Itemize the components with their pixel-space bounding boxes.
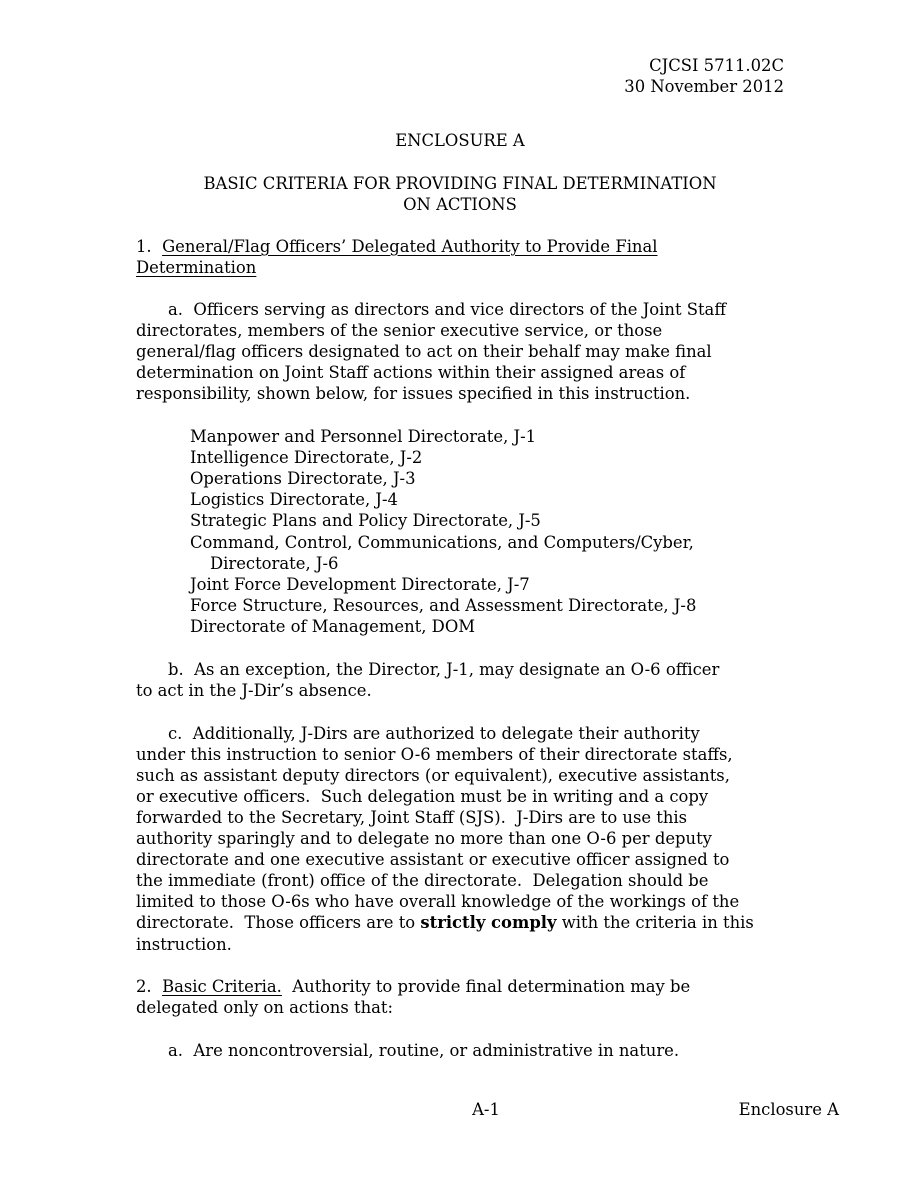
directorate-item: Directorate of Management, DOM <box>190 617 476 636</box>
para-1b-line: b. As an exception, the Director, J-1, may designate an O-6 officer <box>168 660 720 679</box>
para-1c-text-post: with the criteria in this <box>556 913 754 932</box>
para-2a-line: a. Are noncontroversial, routine, or administrative in nature. <box>168 1041 680 1060</box>
directorate-item: Manpower and Personnel Directorate, J-1 <box>190 427 537 446</box>
footer-enclosure-label: Enclosure A <box>738 1100 839 1119</box>
para-1c-line: limited to those O-6s who have overall knowledge of the workings of the <box>136 892 740 911</box>
doc-date: 30 November 2012 <box>624 77 784 96</box>
para-1a-line: responsibility, shown below, for issues specified in this instruction. <box>136 384 691 403</box>
section-1-number: 1. <box>136 237 163 256</box>
para-1c-line: directorate and one executive assistant or executive officer assigned to <box>136 850 730 869</box>
para-1c-line: forwarded to the Secretary, Joint Staff (SJS). J-Dirs are to use this <box>136 808 688 827</box>
para-1b-line: to act in the J-Dir’s absence. <box>136 681 372 700</box>
para-1c-text-pre: directorate. Those officers are to <box>136 913 421 932</box>
section-2-number: 2. <box>136 977 163 996</box>
directorate-item: Logistics Directorate, J-4 <box>190 490 398 509</box>
section-2-heading <box>136 976 690 997</box>
directorate-item: Joint Force Development Directorate, J-7 <box>190 575 530 594</box>
para-1c-line-emphasis <box>136 912 754 933</box>
subtitle-line-1: BASIC CRITERIA FOR PROVIDING FINAL DETERMINATION <box>203 174 717 193</box>
directorate-item: Force Structure, Resources, and Assessment Directorate, J-8 <box>190 596 697 615</box>
para-1a-line: general/flag officers designated to act on their behalf may make final <box>136 342 712 361</box>
para-1c-line: c. Additionally, J-Dirs are authorized to delegate their authority <box>168 724 700 743</box>
section-1-heading <box>136 236 658 257</box>
directorate-item-continuation: Directorate, J-6 <box>210 554 339 573</box>
section-1-heading-text-2: Determination <box>136 258 257 277</box>
para-1a-line: directorates, members of the senior executive service, or those <box>136 321 663 340</box>
section-2-heading-text: Basic Criteria. <box>162 977 282 996</box>
para-1c-line: instruction. <box>136 935 232 954</box>
section-1-heading-text-1: General/Flag Officers’ Delegated Authority to Provide Final <box>162 237 658 256</box>
directorate-item: Operations Directorate, J-3 <box>190 469 416 488</box>
section-2-line: delegated only on actions that: <box>136 998 394 1017</box>
doc-number: CJCSI 5711.02C <box>649 56 784 75</box>
page-number: A-1 <box>472 1100 500 1119</box>
subtitle-line-2: ON ACTIONS <box>403 195 517 214</box>
directorate-item: Command, Control, Communications, and Computers/Cyber, <box>190 533 694 552</box>
directorate-item: Intelligence Directorate, J-2 <box>190 448 423 467</box>
para-1a-line: determination on Joint Staff actions within their assigned areas of <box>136 363 686 382</box>
para-1a-line: a. Officers serving as directors and vice directors of the Joint Staff <box>168 300 726 319</box>
para-1c-line: the immediate (front) office of the directorate. Delegation should be <box>136 871 709 890</box>
directorate-item: Strategic Plans and Policy Directorate, J-5 <box>190 511 541 530</box>
enclosure-title: ENCLOSURE A <box>395 131 525 150</box>
para-1c-line: or executive officers. Such delegation must be in writing and a copy <box>136 787 709 806</box>
para-1c-line: such as assistant deputy directors (or equivalent), executive assistants, <box>136 766 730 785</box>
strictly-comply-emphasis: strictly comply <box>420 913 557 932</box>
para-1c-line: under this instruction to senior O-6 members of their directorate staffs, <box>136 745 733 764</box>
para-1c-line: authority sparingly and to delegate no more than one O-6 per deputy <box>136 829 712 848</box>
section-2-heading-rest: Authority to provide final determination may be <box>281 977 691 996</box>
